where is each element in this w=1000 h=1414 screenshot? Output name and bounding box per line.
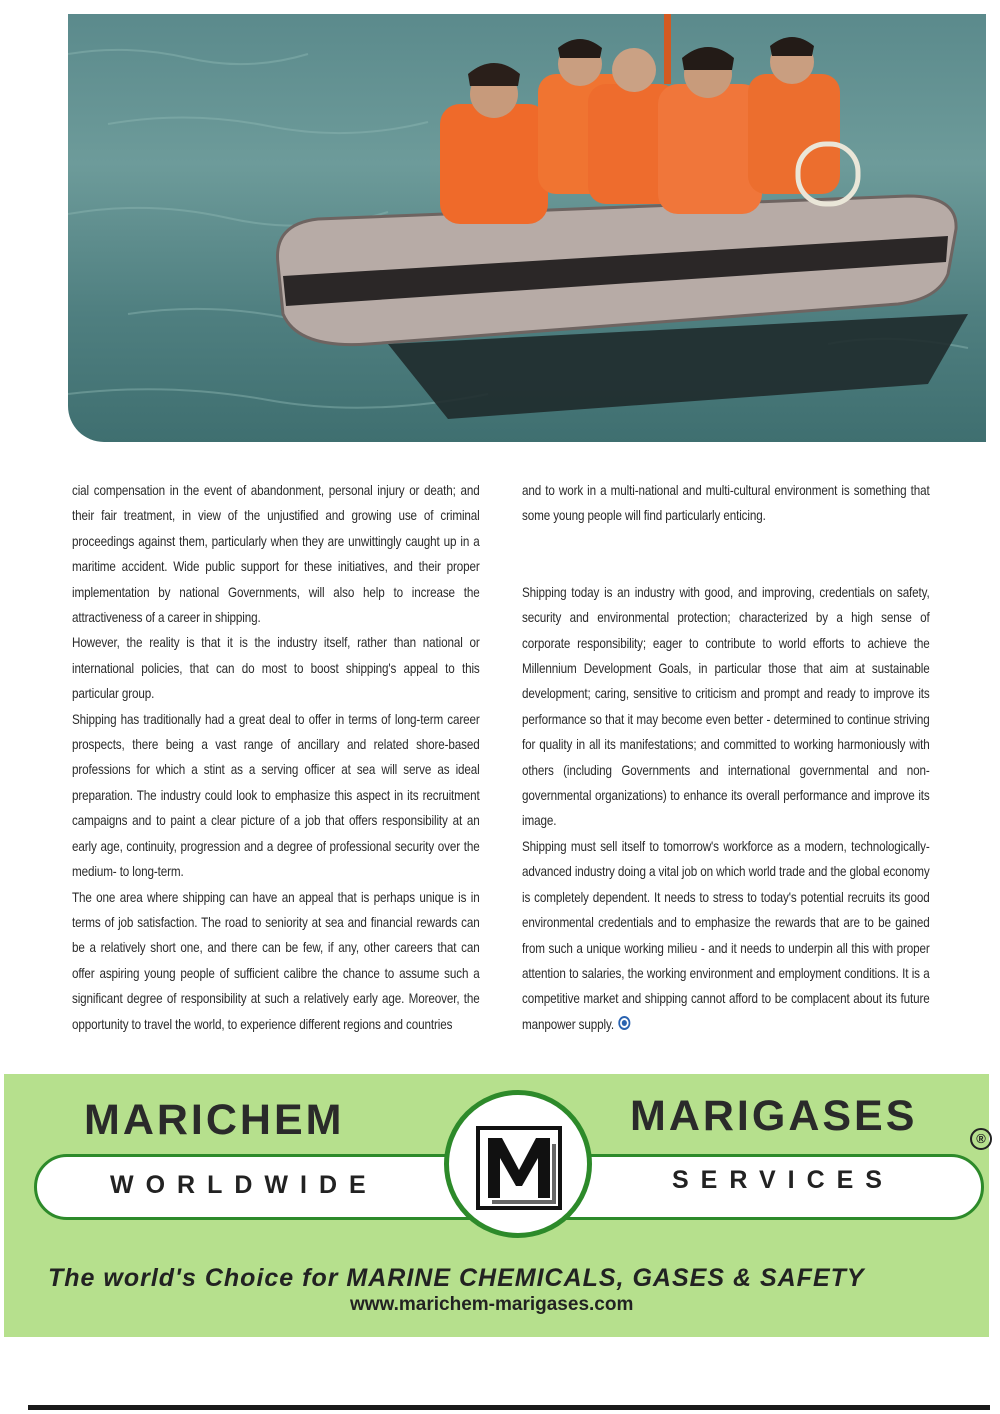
ad-brand-marichem: MARICHEM [84, 1096, 345, 1144]
registered-mark-icon: ® [970, 1128, 992, 1150]
article-paragraph: However, the reality is that it is the industry itself, rather than national or international policies, that can do most to boost shipping's appeal to this particular group. [72, 635, 480, 702]
article-paragraph [522, 834, 930, 1037]
article-paragraph: Shipping has traditionally had a great deal to offer in terms of long-term career prospects, there being a vast range of ancillary and related shore-based professions for which a stint as a serving officer at sea will serve as ideal preparation. The industry could look to emphasize this aspect in its recruitment campaigns and to paint a clear picture of a job that offers responsibility at an early age, continuity, progression and a degree of professional security over the medium- to long-term. [72, 711, 480, 880]
end-of-article-bullet-icon [618, 1016, 630, 1030]
article-paragraph-text: Shipping must sell itself to tomorrow's workforce as a modern, technologically-advanced industry doing a vital job on which world trade and the global economy is completely dependent. It needs to stress to today's potential recruits its good environmental credentials and to emphasize the rewards that are to be gained from such a unique working milieu - and it needs to underpin all this with proper attention to salaries, the working environment and employment conditions. It is a competitive market and shipping cannot afford to be complacent about its future manpower supply. [522, 838, 930, 1032]
m-logo-icon [476, 1126, 562, 1210]
marichem-advertisement [4, 1074, 989, 1337]
ad-tagline-worldwide: WORLDWIDE [110, 1171, 378, 1199]
article-paragraph: cial compensation in the event of abandonment, personal injury or death; and their fair treatment, in view of the unjustified and growing use of criminal proceedings against them, particularly when they are unwittingly caught up in a maritime accident. Wide public support for these initiatives, and their proper implementation by national Governments, will also help to increase the attractiveness of a career in shipping. [72, 483, 480, 626]
article-right-column [522, 478, 930, 1037]
paragraph-spacer [522, 529, 930, 580]
ad-slogan: The world's Choice for MARINE CHEMICALS, GASES & SAFETY [48, 1264, 865, 1292]
article-left-column [72, 478, 480, 1037]
boat-training-photo [68, 14, 986, 442]
ad-website-link[interactable]: www.marichem-marigases.com [350, 1294, 634, 1315]
ad-brand-marigases: MARIGASES [630, 1092, 918, 1140]
boat-photo-illustration [68, 14, 986, 442]
article-paragraph: and to work in a multi-national and multi-cultural environment is something that some young people will find particularly enticing. [522, 483, 930, 524]
ad-tagline-services: SERVICES [672, 1166, 894, 1194]
article-paragraph: The one area where shipping can have an appeal that is perhaps unique is in terms of job satisfaction. The road to seniority at sea and financial rewards can be a relatively short one, and there can be few, if any, other careers that can offer aspiring young people of sufficient calibre the chance to assume such a significant degree of responsibility at such a relatively early age. Moreover, the opportunity to travel the world, to experience different regions and countries [72, 889, 480, 1032]
page-bottom-rule [28, 1405, 990, 1410]
article-paragraph: Shipping today is an industry with good, and improving, credentials on safety, security and environmental protection; characterized by a high sense of corporate responsibility; eager to contribute to world efforts to achieve the Millennium Development Goals, in particular those that aim at sustainable development; caring, sensitive to criticism and prompt and ready to improve its performance so that it may become even better - determined to continue striving for quality in all its manifestations; and committed to working harmoniously with others (including Governments and international governmental and non-governmental organizations) to enhance its overall performance and improve its image. [522, 584, 930, 829]
